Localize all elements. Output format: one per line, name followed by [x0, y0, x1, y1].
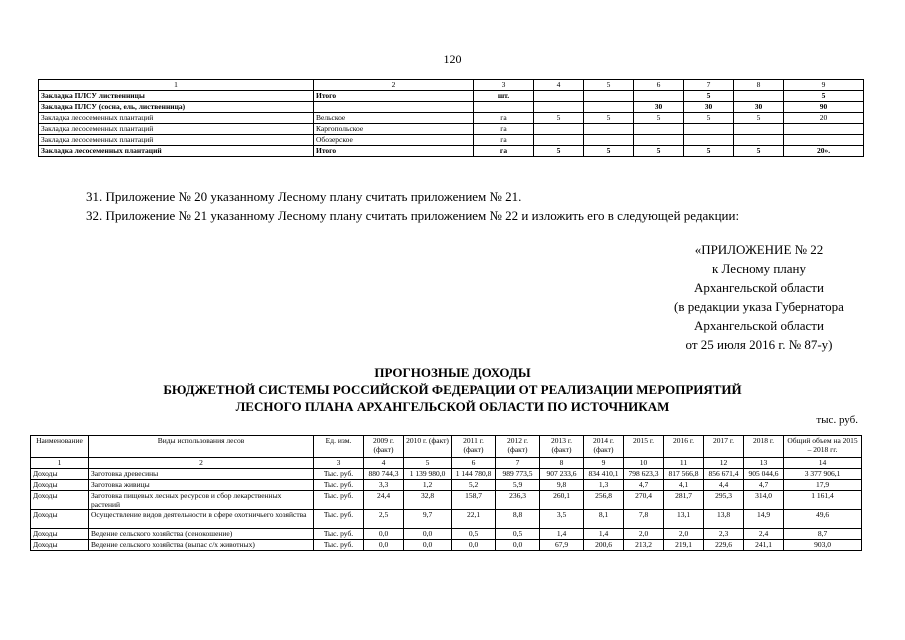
column-number: 8 [540, 458, 584, 469]
table-cell: Каргопольское [314, 124, 474, 135]
table-cell: Тыс. руб. [314, 529, 364, 540]
table-cell: шт. [474, 91, 534, 102]
table-cell: 0,0 [452, 540, 496, 551]
table-cell: 1,4 [540, 529, 584, 540]
table-cell: 5 [684, 113, 734, 124]
table-cell [634, 135, 684, 146]
table-cell: Итого [314, 91, 474, 102]
page-number: 120 [443, 52, 462, 66]
table-cell [784, 124, 864, 135]
table-cell: 0,5 [496, 529, 540, 540]
table-cell: 256,8 [584, 491, 624, 510]
table-cell: 0,0 [496, 540, 540, 551]
column-header: 2018 г. [744, 436, 784, 458]
forest-use-type: Заготовка живицы [89, 480, 314, 491]
table-cell: га [474, 135, 534, 146]
column-number: 6 [634, 80, 684, 91]
table-cell: 30 [634, 102, 684, 113]
table-cell: 3 377 906,1 [784, 469, 862, 480]
column-number: 5 [404, 458, 452, 469]
column-number: 7 [684, 80, 734, 91]
table-cell: 9,7 [404, 510, 452, 529]
table-cell [534, 135, 584, 146]
table-cell: 4,7 [744, 480, 784, 491]
appendix-header-line: (в редакции указа Губернатора [674, 299, 844, 314]
table-cell: 241,1 [744, 540, 784, 551]
table-cell [534, 102, 584, 113]
table-cell [584, 124, 634, 135]
column-number: 12 [704, 458, 744, 469]
table-cell: 13,1 [664, 510, 704, 529]
column-number: 9 [584, 458, 624, 469]
table-cell: Обозерское [314, 135, 474, 146]
table-row [31, 510, 862, 529]
appendix-header-line: Архангельской области [694, 318, 824, 333]
table-cell: 5 [584, 146, 634, 157]
column-number: 4 [364, 458, 404, 469]
row-label: Доходы [31, 510, 89, 529]
table-cell [534, 91, 584, 102]
table-cell: 20 [784, 113, 864, 124]
table-cell: 314,0 [744, 491, 784, 510]
column-header: Наименование [31, 436, 89, 458]
table-cell: 3,5 [540, 510, 584, 529]
table-cell [734, 135, 784, 146]
table-cell: 90 [784, 102, 864, 113]
table-cell: Итого [314, 146, 474, 157]
table-cell: 903,0 [784, 540, 862, 551]
column-number-row [31, 458, 862, 469]
table-cell: 270,4 [624, 491, 664, 510]
table-cell: 5,2 [452, 480, 496, 491]
table-cell [634, 91, 684, 102]
table-cell: 4,7 [624, 480, 664, 491]
table-cell: га [474, 113, 534, 124]
table-cell: Закладка лесосеменных плантаций [39, 124, 314, 135]
table-row [39, 146, 864, 157]
table-cell [734, 124, 784, 135]
table-cell: 5 [534, 113, 584, 124]
table-cell [634, 124, 684, 135]
table-row [39, 102, 864, 113]
table-cell: Тыс. руб. [314, 480, 364, 491]
table-row [31, 469, 862, 480]
column-number: 5 [584, 80, 634, 91]
column-header: 2016 г. [664, 436, 704, 458]
column-header: Ед. изм. [314, 436, 364, 458]
table-cell: 5 [684, 91, 734, 102]
table-cell: 2,3 [704, 529, 744, 540]
appendix-header-line: от 25 июля 2016 г. № 87-у) [685, 337, 833, 352]
column-header: 2009 г. (факт) [364, 436, 404, 458]
table-cell: 17,9 [784, 480, 862, 491]
table-cell: 1,3 [584, 480, 624, 491]
table-cell: 20». [784, 146, 864, 157]
table-cell: 2,4 [744, 529, 784, 540]
table-cell: 5 [734, 146, 784, 157]
table-row [39, 124, 864, 135]
table-cell: 8,7 [784, 529, 862, 540]
table-cell: 219,1 [664, 540, 704, 551]
table-cell: 30 [734, 102, 784, 113]
table-cell: 49,6 [784, 510, 862, 529]
table-cell: 1,4 [584, 529, 624, 540]
column-header: 2017 г. [704, 436, 744, 458]
table-cell: 5 [634, 146, 684, 157]
table-row [31, 491, 862, 510]
table-cell: 5 [534, 146, 584, 157]
table-cell: 13,8 [704, 510, 744, 529]
table-cell: 0,5 [452, 529, 496, 540]
table-cell: 0,0 [364, 540, 404, 551]
table-cell: 67,9 [540, 540, 584, 551]
forecast-income-table [30, 435, 862, 551]
column-header: Общий объем на 2015 – 2018 гг. [784, 436, 862, 458]
table-cell: 0,0 [404, 529, 452, 540]
column-number: 6 [452, 458, 496, 469]
column-number: 13 [744, 458, 784, 469]
table-cell: 5 [634, 113, 684, 124]
table-cell: 14,9 [744, 510, 784, 529]
table-cell [684, 124, 734, 135]
column-header: 2011 г. (факт) [452, 436, 496, 458]
document-title-line: ЛЕСНОГО ПЛАНА АРХАНГЕЛЬСКОЙ ОБЛАСТИ ПО ИСТОЧНИКАМ [235, 399, 670, 414]
seed-plantations-table [38, 79, 864, 157]
table-cell: 798 623,3 [624, 469, 664, 480]
table-cell: 200,6 [584, 540, 624, 551]
table-cell: Закладка лесосеменных плантаций [39, 146, 314, 157]
table-cell: Тыс. руб. [314, 510, 364, 529]
table-cell: 0,0 [364, 529, 404, 540]
forest-use-type: Осуществление видов деятельности в сфере охотничьего хозяйства [89, 510, 314, 529]
table-cell: 0,0 [404, 540, 452, 551]
forest-use-type: Ведение сельского хозяйства (сенокошение) [89, 529, 314, 540]
row-label: Доходы [31, 469, 89, 480]
table-row [39, 91, 864, 102]
table-cell: 260,1 [540, 491, 584, 510]
forest-use-type: Ведение сельского хозяйства (выпас с/х животных) [89, 540, 314, 551]
table-cell: 22,1 [452, 510, 496, 529]
row-label: Доходы [31, 540, 89, 551]
table-cell: 5,9 [496, 480, 540, 491]
table-row [39, 135, 864, 146]
table-cell: 5 [584, 113, 634, 124]
table-cell: га [474, 124, 534, 135]
table-cell: 1 161,4 [784, 491, 862, 510]
column-number: 9 [784, 80, 864, 91]
column-number: 14 [784, 458, 862, 469]
column-header: Виды использования лесов [89, 436, 314, 458]
table-row [31, 540, 862, 551]
column-header: 2010 г. (факт) [404, 436, 452, 458]
column-header: 2015 г. [624, 436, 664, 458]
table-cell: 4,1 [664, 480, 704, 491]
table-cell: 907 233,6 [540, 469, 584, 480]
table-row [31, 480, 862, 491]
table-cell: 32,8 [404, 491, 452, 510]
table-header-row [31, 436, 862, 458]
table-header-row [39, 80, 864, 91]
column-header: 2013 г. (факт) [540, 436, 584, 458]
table-cell: Тыс. руб. [314, 469, 364, 480]
table-row [39, 113, 864, 124]
table-cell: 7,8 [624, 510, 664, 529]
table-cell [534, 124, 584, 135]
column-number: 3 [314, 458, 364, 469]
column-number: 4 [534, 80, 584, 91]
column-number: 10 [624, 458, 664, 469]
table-cell: 158,7 [452, 491, 496, 510]
table-cell: 880 744,3 [364, 469, 404, 480]
table-cell: 989 773,5 [496, 469, 540, 480]
appendix-header-line: к Лесному плану [711, 261, 806, 276]
table-cell: 1 139 980,0 [404, 469, 452, 480]
table-cell: Закладка ПЛСУ (сосна, ель, лиственница) [39, 102, 314, 113]
table-cell: 2,0 [664, 529, 704, 540]
table-cell: 1,2 [404, 480, 452, 491]
table-cell [584, 91, 634, 102]
table-cell: Тыс. руб. [314, 540, 364, 551]
table-cell: 229,6 [704, 540, 744, 551]
table-cell: Вельское [314, 113, 474, 124]
forest-use-type: Заготовка древесины [89, 469, 314, 480]
row-label: Доходы [31, 491, 89, 510]
column-number: 2 [314, 80, 474, 91]
table-cell: 8,1 [584, 510, 624, 529]
table-cell: 5 [684, 146, 734, 157]
paragraph-32: 32. Приложение № 21 указанному Лесному плану считать приложением № 22 и изложить его в следующей редакции: [86, 208, 740, 223]
table-cell: 24,4 [364, 491, 404, 510]
row-label: Доходы [31, 480, 89, 491]
table-cell: 2,0 [624, 529, 664, 540]
column-number: 11 [664, 458, 704, 469]
table-cell [584, 135, 634, 146]
forest-use-type: Заготовка пищевых лесных ресурсов и сбор лекарственных растений [89, 491, 314, 510]
column-number: 1 [31, 458, 89, 469]
appendix-header-line: Архангельской области [694, 280, 824, 295]
table-cell: 8,8 [496, 510, 540, 529]
document-title-line: БЮДЖЕТНОЙ СИСТЕМЫ РОССИЙСКОЙ ФЕДЕРАЦИИ ОТ РЕАЛИЗАЦИИ МЕРОПРИЯТИЙ [163, 382, 742, 397]
paragraph-31: 31. Приложение № 20 указанному Лесному плану считать приложением № 21. [86, 189, 522, 204]
table-cell: 1 144 780,8 [452, 469, 496, 480]
table-cell: 5 [734, 113, 784, 124]
table-cell [684, 135, 734, 146]
table-cell: 856 671,4 [704, 469, 744, 480]
table-cell: Закладка лесосеменных плантаций [39, 113, 314, 124]
table-cell: 9,8 [540, 480, 584, 491]
appendix-header-line: «ПРИЛОЖЕНИЕ № 22 [694, 242, 824, 257]
document-title-line: ПРОГНОЗНЫЕ ДОХОДЫ [374, 365, 531, 380]
table-cell: 817 566,8 [664, 469, 704, 480]
row-label: Доходы [31, 529, 89, 540]
table-cell [314, 102, 474, 113]
table-cell: Тыс. руб. [314, 491, 364, 510]
table-cell: 4,4 [704, 480, 744, 491]
table-cell: Закладка лесосеменных плантаций [39, 135, 314, 146]
table-cell: 236,3 [496, 491, 540, 510]
table-cell: 295,3 [704, 491, 744, 510]
table-cell: Закладка ПЛСУ лиственницы [39, 91, 314, 102]
table-cell: 834 410,1 [584, 469, 624, 480]
table-cell: 30 [684, 102, 734, 113]
table-cell [584, 102, 634, 113]
column-number: 1 [39, 80, 314, 91]
column-number: 3 [474, 80, 534, 91]
column-number: 7 [496, 458, 540, 469]
column-header: 2014 г. (факт) [584, 436, 624, 458]
table-cell: 905 044,6 [744, 469, 784, 480]
table-cell: 213,2 [624, 540, 664, 551]
table-cell [474, 102, 534, 113]
unit-label: тыс. руб. [816, 414, 858, 426]
table-cell: 3,3 [364, 480, 404, 491]
table-cell: 2,5 [364, 510, 404, 529]
table-cell [784, 135, 864, 146]
column-header: 2012 г. (факт) [496, 436, 540, 458]
table-row [31, 529, 862, 540]
table-cell: 281,7 [664, 491, 704, 510]
table-cell: га [474, 146, 534, 157]
table-cell: 5 [784, 91, 864, 102]
column-number: 8 [734, 80, 784, 91]
column-number: 2 [89, 458, 314, 469]
table-cell [734, 91, 784, 102]
